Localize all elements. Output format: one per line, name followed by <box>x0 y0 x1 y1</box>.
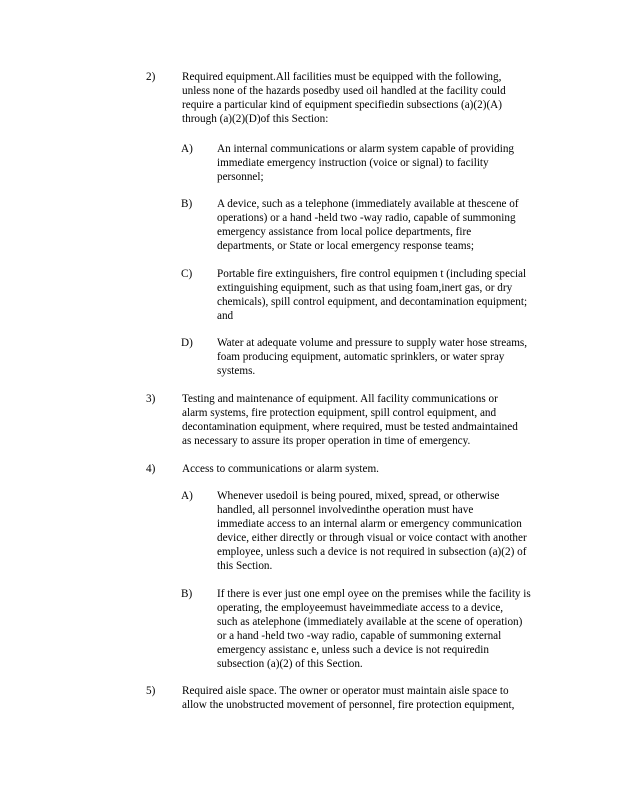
section-text: Access to communications or alarm system. <box>182 463 379 475</box>
subsection-letter: C) <box>181 268 193 280</box>
section-number: 3) <box>146 393 156 405</box>
subsection-text: A device, such as a telephone (immediately available at thescene of operations) or a hand -held two -way radio, capable of summoning emergency assistance from local police departments, fire departments, or State or local emergency response teams; <box>217 198 519 252</box>
section-number: 2) <box>146 71 156 83</box>
subsection-letter: B) <box>181 198 193 210</box>
subsection-letter: B) <box>181 588 193 600</box>
subsection-text: Water at adequate volume and pressure to supply water hose streams, foam producing equipment, automatic sprinklers, or water spray systems. <box>217 337 528 377</box>
subsection-text: Whenever usedoil is being poured, mixed, spread, or otherwise handled, all personnel involvedinthe operation must have immediate access to an internal alarm or emergency communication device, either directly or through visual or voice contact with another employee, unless such a device is not required in subsection (a)(2) of this Section. <box>217 490 527 572</box>
subsection-letter: D) <box>181 337 193 349</box>
subsection-text: An internal communications or alarm system capable of providing immediate emergency instruction (voice or signal) to facility personnel; <box>217 143 515 183</box>
subsection-text: Portable fire extinguishers, fire control equipmen t (including special extinguishing equipment, such as that using foam,inert gas, or dry chemicals), spill control equipment, and decontamination equipment; and <box>217 268 528 322</box>
subsection-letter: A) <box>181 490 193 502</box>
section-text: Required aisle space. The owner or operator must maintain aisle space to allow the unobstructed movement of personnel, fire protection equipment, <box>182 685 515 711</box>
subsection-letter: A) <box>181 143 193 155</box>
section-text: Required equipment.All facilities must be equipped with the following, unless none of the hazards posedby used oil handled at the facility could require a particular kind of equipment specifiedin subsections (a)(2)(A) through (a)(2)(D)of this Section: <box>182 71 506 125</box>
section-number: 5) <box>146 685 156 697</box>
section-number: 4) <box>146 463 156 475</box>
section-text: Testing and maintenance of equipment. All facility communications or alarm systems, fire protection equipment, spill control equipment, and decontamination equipment, where required, must be tested andmaintained as necessary to assure its proper operation in time of emergency. <box>182 393 518 447</box>
subsection-text: If there is ever just one empl oyee on the premises while the facility is operating, the employeemust haveimmediate access to a device, such as atelephone (immediately available at the scene of operation) or a hand -held two -way radio, capable of summoning external emergency assistanc e, unless such a device is not requiredin subsection (a)(2) of this Section. <box>217 588 531 670</box>
